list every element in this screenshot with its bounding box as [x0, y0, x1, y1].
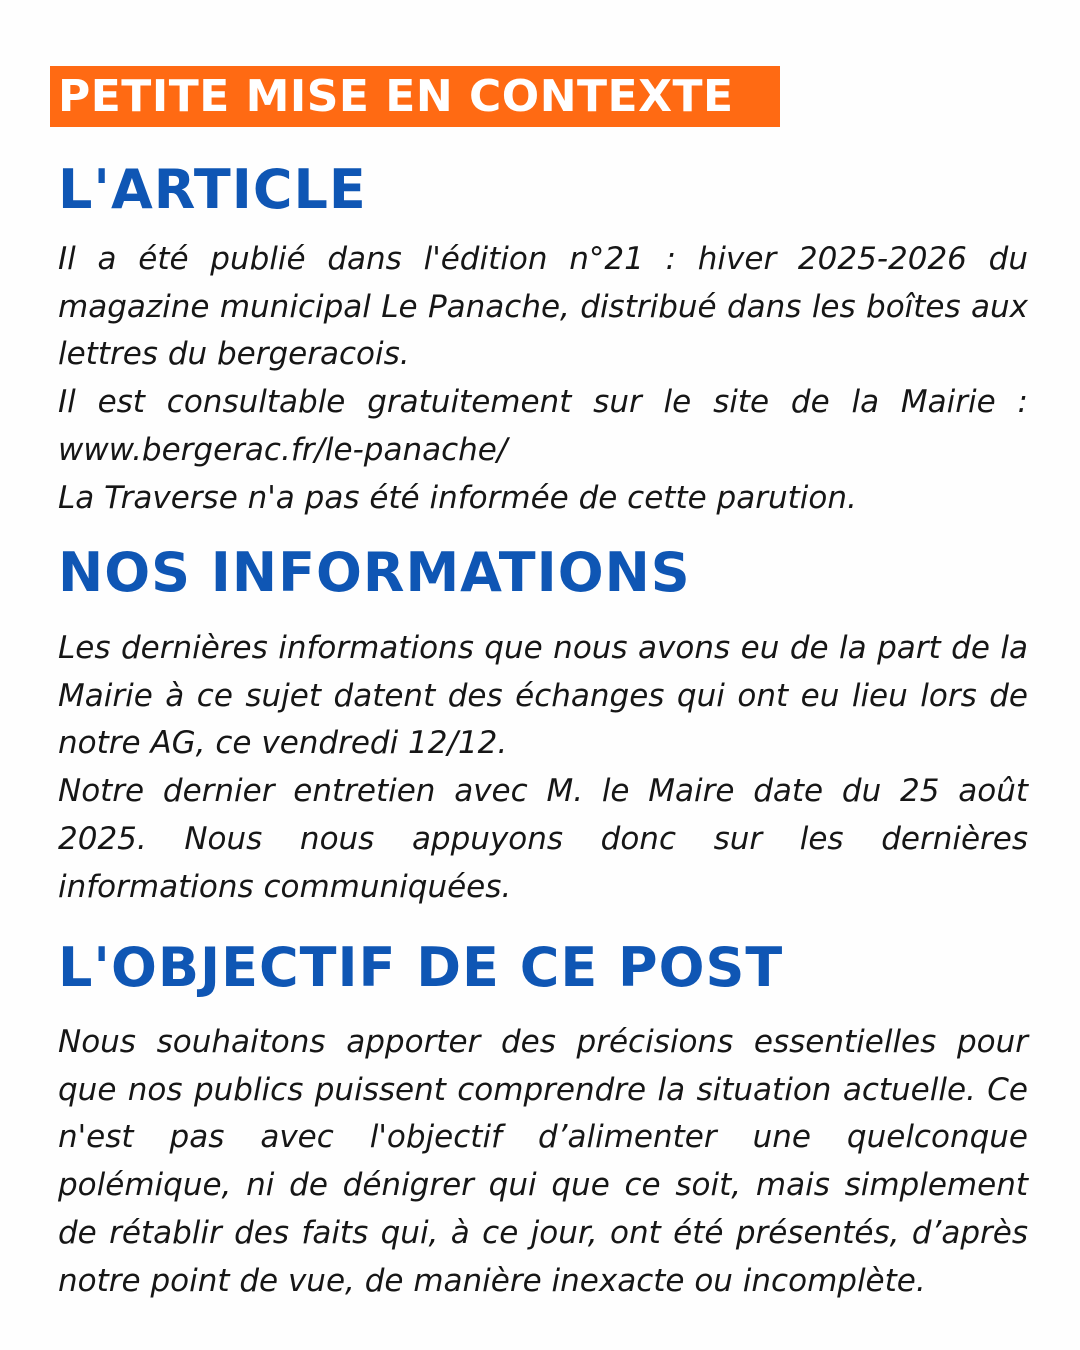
article-paragraph: Il est consultable gratuitement sur le site de la Mairie : www.bergerac.fr/le-panache/: [58, 384, 1028, 468]
information-text: [58, 625, 1028, 911]
objective-heading: L'OBJECTIF DE CE POST: [58, 936, 784, 999]
objective-text: [58, 1019, 1028, 1305]
article-text: [58, 236, 1028, 522]
information-heading: NOS INFORMATIONS: [58, 541, 691, 604]
objective-paragraph: Nous souhaitons apporter des précisions essentielles pour que nos publics puissent comprendre la situation actuelle. Ce n'est pas avec l'objectif d’alimenter une quelconque polémique, ni de dénigrer qui que ce soit, mais simplement de rétablir des faits qui, à ce jour, ont été présentés, d’après notre point de vue, de manière inexacte ou incomplète.: [58, 1024, 1028, 1299]
article-paragraph: La Traverse n'a pas été informée de cette parution.: [58, 479, 857, 516]
information-paragraph: Les dernières informations que nous avons eu de la part de la Mairie à ce sujet datent des échanges qui ont eu lieu lors de notre AG, ce vendredi 12/12.: [58, 630, 1028, 762]
article-heading: L'ARTICLE: [58, 158, 367, 221]
article-paragraph: Il a été publié dans l'édition n°21 : hiver 2025-2026 du magazine municipal Le Panache, distribué dans les boîtes aux lettres du bergeracois.: [58, 241, 1028, 373]
context-badge: PETITE MISE EN CONTEXTE: [50, 66, 780, 127]
information-paragraph: Notre dernier entretien avec M. le Maire date du 25 août 2025. Nous nous appuyons donc sur les dernières informations communiquées.: [58, 773, 1028, 905]
